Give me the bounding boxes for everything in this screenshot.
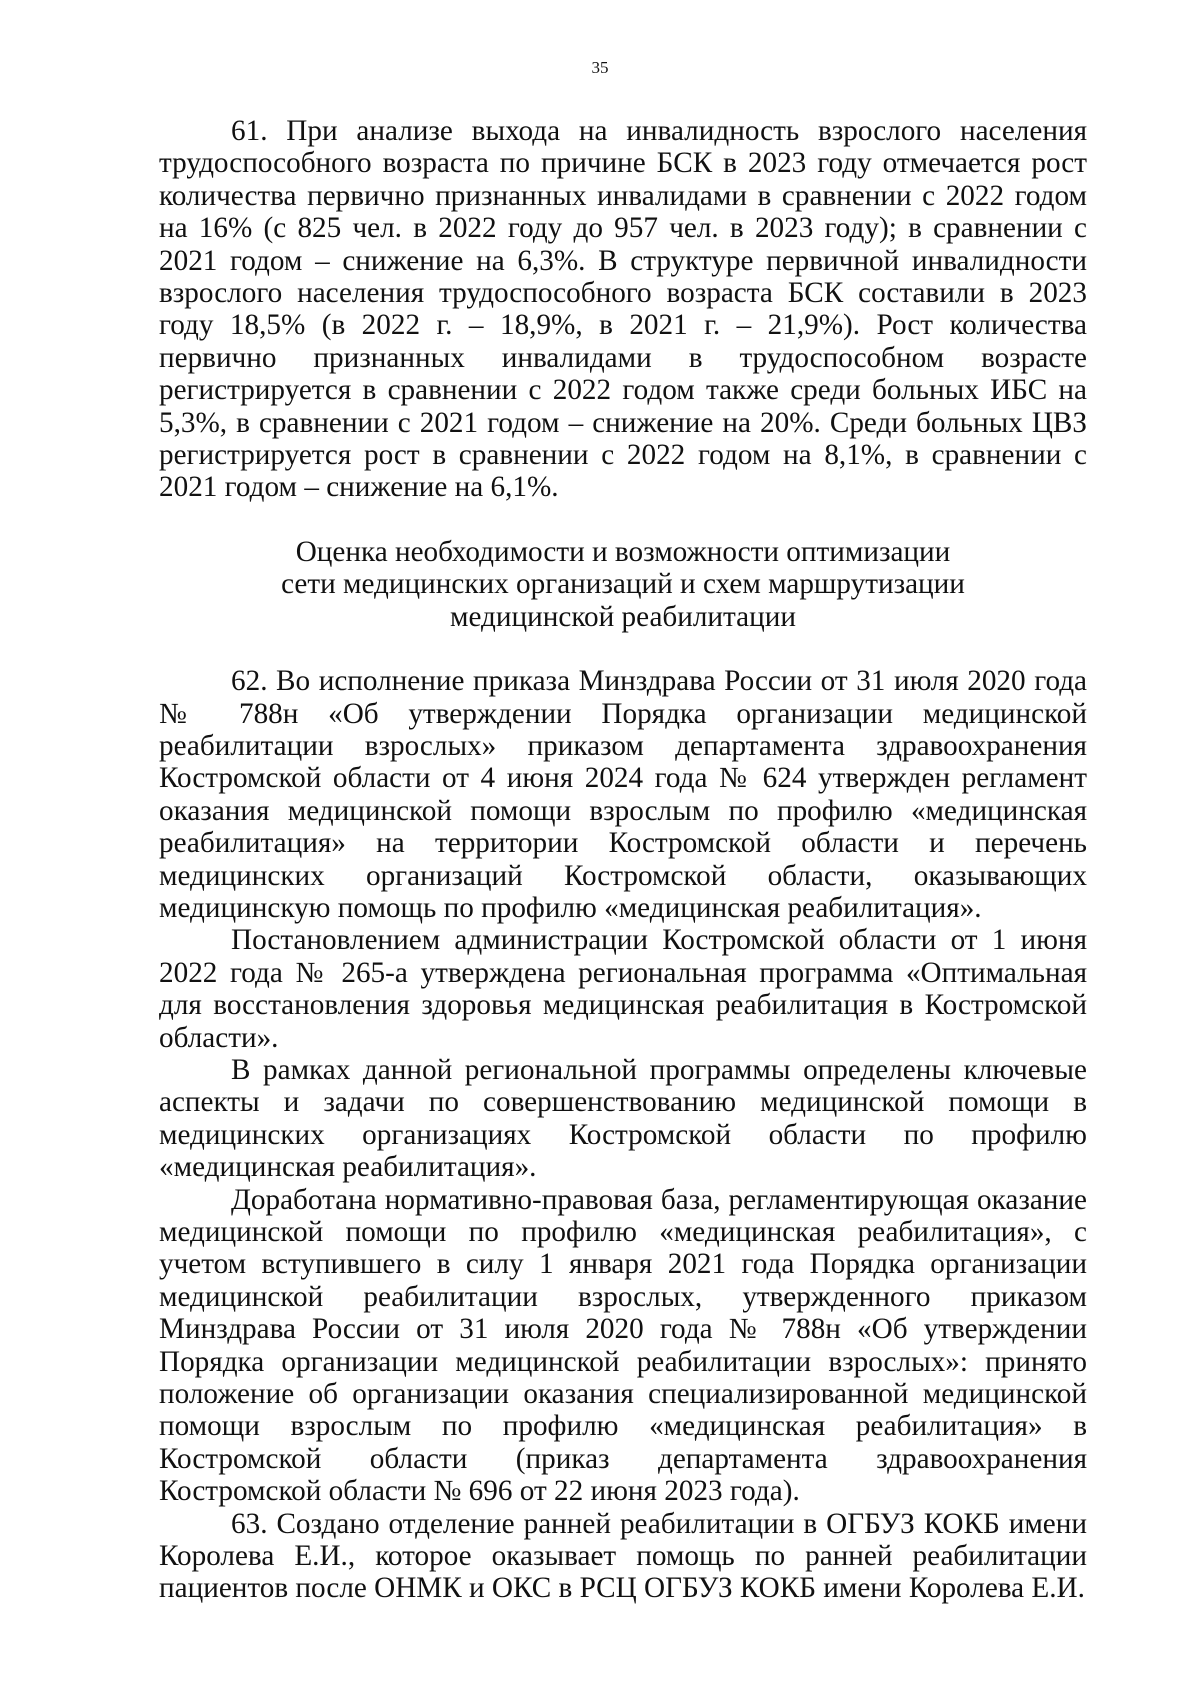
section-heading-line: Оценка необходимости и возможности оптимизации [295, 535, 951, 568]
page-number: 35 [591, 58, 609, 77]
section-heading [159, 536, 1087, 633]
paragraph-key-aspects: В рамках данной региональной программы определены ключевые аспекты и задачи по совершенствованию медицинской помощи в медицинских организациях Костромской области по профилю «медицинская реабилитация». [159, 1053, 1087, 1184]
paragraph-regulatory-base: Доработана нормативно-правовая база, регламентирующая оказание медицинской помощи по профилю «медицинская реабилитация», с учетом вступившего в силу 1 января 2021 года Порядка организации медицинской реабилитации взрослых, утвержденного приказом Минздрава России от 31 июля 2020 года № 788н «Об утверждении Порядка организации медицинской реабилитации взрослых»: принято положение об организации оказания специализированной медицинской помощи взрослым по профилю «медицинская реабилитация» в Костромской области (приказ департамента здравоохранения Костромской области № 696 от 22 июня 2023 года). [159, 1183, 1087, 1508]
paragraph-61: 61. При анализе выхода на инвалидность взрослого населения трудоспособного возраста по причине БСК в 2023 году отмечается рост количества первично признанных инвалидами в сравнении с 2022 годом на 16% (с 825 чел. в 2022 году до 957 чел. в 2023 году); в сравнении с 2021 годом – снижение на 6,3%. В структуре первичной инвалидности взрослого населения трудоспособного возраста БСК составили в 2023 году 18,5% (в 2022 г. – 18,9%, в 2021 г. – 21,9%). Рост количества первично признанных инвалидами в трудоспособном возрасте регистрируется в сравнении с 2022 годом также среди больных ИБС на 5,3%, в сравнении с 2021 годом – снижение на 20%. Среди больных ЦВЗ регистрируется рост в сравнении с 2022 годом на 8,1%, в сравнении с 2021 годом – снижение на 6,1%. [159, 115, 1087, 504]
paragraph-63: 63. Создано отделение ранней реабилитации в ОГБУЗ КОКБ имени Королева Е.И., которое оказывает помощь по ранней реабилитации пациентов после ОНМК и ОКС в РСЦ ОГБУЗ КОКБ имени Королева Е.И. [159, 1507, 1087, 1605]
paragraph-62: 62. Во исполнение приказа Минздрава России от 31 июля 2020 года № 788н «Об утверждении Порядка организации медицинской реабилитации взрослых» приказом департамента здравоохранения Костромской области от 4 июня 2024 года № 624 утвержден регламент оказания медицинской помощи взрослым по профилю «медицинская реабилитация» на территории Костромской области и перечень медицинских организаций Костромской области, оказывающих медицинскую помощь по профилю «медицинская реабилитация». [159, 665, 1087, 924]
section-heading-line: медицинской реабилитации [450, 600, 796, 633]
document-body [159, 115, 1087, 1605]
paragraph-regional-program: Постановлением администрации Костромской области от 1 июня 2022 года № 265-а утверждена региональная программа «Оптимальная для восстановления здоровья медицинская реабилитация в Костромской области». [159, 924, 1087, 1054]
section-heading-line: сети медицинских организаций и схем маршрутизации [281, 568, 965, 601]
